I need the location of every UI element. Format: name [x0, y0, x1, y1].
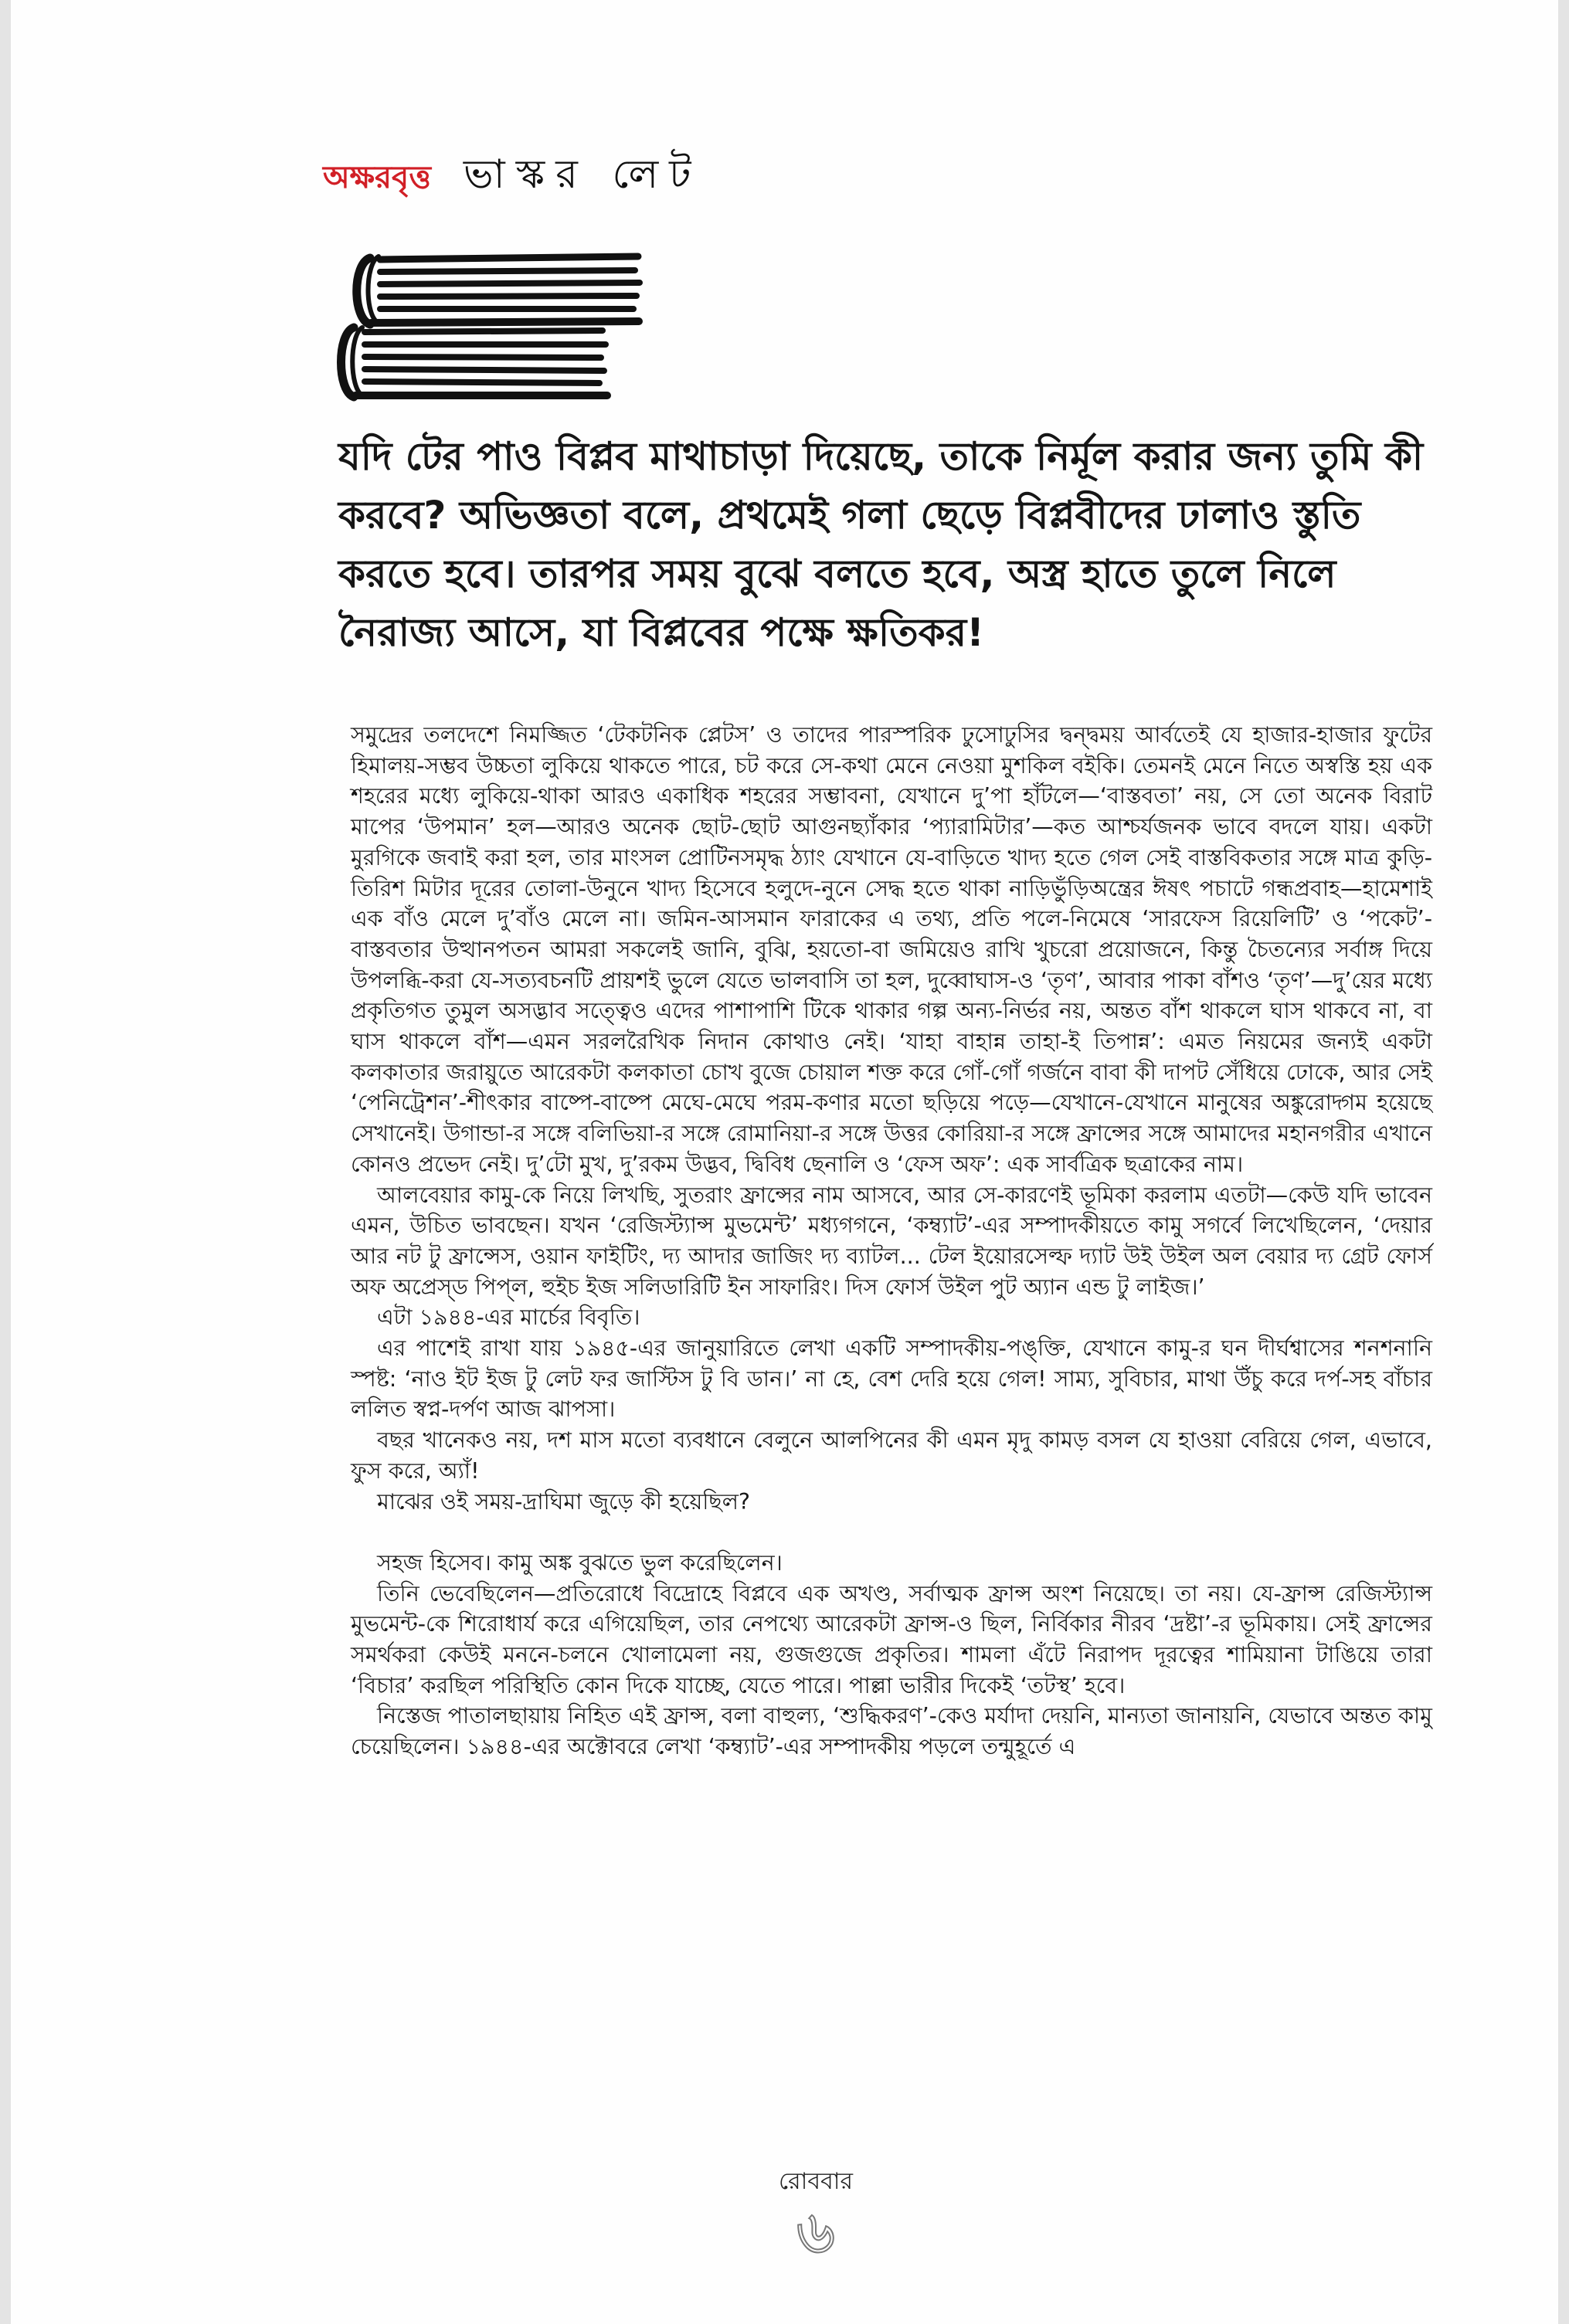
article-body [351, 720, 1432, 1763]
article-header [323, 143, 702, 210]
pull-quote: যদি টের পাও বিপ্লব মাথাচাড়া দিয়েছে, তাকে নির্মূল করার জন্য তুমি কী করবে? অভিজ্ঞতা বলে, প্রথমেই গলা ছেড়ে বিপ্লবীদের ঢালাও স্তুতি করতে হবে। তারপর সময় বুঝে বলতে হবে, অস্ত্র হাতে তুলে নিলে নৈরাজ্য আসে, যা বিপ্লবের পক্ষে ক্ষতিকর! [338, 434, 1424, 655]
magazine-page [11, 0, 1558, 2324]
column-name: অক্ষরবৃত্ত [323, 160, 431, 195]
body-paragraph: সমুদ্রের তলদেশে নিমজ্জিত ‘টেকটনিক প্লেটস’ ও তাদের পারস্পরিক ঢুসোঢুসির দ্বন্দ্বময় আর্বতেই যে হাজার-হাজার ফুটের হিমালয়-সম্ভব উচ্চতা লুকিয়ে থাকতে পারে, চট করে সে-কথা মেনে নেওয়া মুশকিল বইকি। তেমনই মেনে নিতে অস্বস্তি হয় এক শহরের মধ্যে লুকিয়ে-থাকা আরও একাধিক শহরের সম্ভাবনা, যেখানে দু’পা হাঁটলে—‘বাস্তবতা’ নয়, সে তো অনেক বিরাট মাপের ‘উপমান’ হল—আরও অনেক ছোট-ছোট আগুনছ্যাঁকার ‘প্যারামিটার’—কত আশ্চর্যজনক ভাবে বদলে যায়। একটা মুরগিকে জবাই করা হল, তার মাংসল প্রোটিনসমৃদ্ধ ঠ্যাং যেখানে যে-বাড়িতে খাদ্য হতে গেল সেই বাস্তবিকতার সঙ্গে মাত্র কুড়ি-তিরিশ মিটার দূরের তোলা-উনুনে খাদ্য হিসেবে হলুদে-নুনে সেদ্ধ হতে থাকা নাড়িভুঁড়িঅন্ত্রের ঈষৎ পচাটে গন্ধপ্রবাহ—হামেশাই এক বাঁও মেলে দু’বাঁও মেলে না। জমিন-আসমান ফারাকের এ তথ্য, প্রতি পলে-নিমেষে ‘সারফেস রিয়েলিটি’ ও ‘পকেট’-বাস্তবতার উত্থানপতন আমরা সকলেই জানি, বুঝি, হয়তো-বা জমিয়েও রাখি খুচরো প্রয়োজনে, কিন্তু চৈতন্যের সর্বাঙ্গ দিয়ে উপলব্ধি-করা যে-সত্যবচনটি প্রায়শই ভুলে যেতে ভালবাসি তা হল, দুব্বোঘাস-ও ‘তৃণ’, আবার পাকা বাঁশও ‘তৃণ’—দু’য়ের মধ্যে প্রকৃতিগত তুমুল অসদ্ভাব সত্ত্বেও এদের পাশাপাশি টিকে থাকার গল্প অন্য-নির্ভর নয়, অন্তত বাঁশ থাকলে ঘাস থাকবে না, বা ঘাস থাকলে বাঁশ—এমন সরলরৈখিক নিদান কোথাও নেই। ‘যাহা বাহান্ন তাহা-ই তিপান্ন’: এমত নিয়মের জন্যই একটা কলকাতার জরায়ুতে আরেকটা কলকাতা চোখ বুজে চোয়াল শক্ত করে গোঁ-গোঁ গর্জনে বাবা কী দাপট সেঁধিয়ে ঢোকে, আর সেই ‘পেনিট্রেশন’-শীৎকার বাষ্পে-বাষ্পে মেঘে-মেঘে পরম-কণার মতো ছড়িয়ে পড়ে—যেখানে-যেখানে মানুষের অঙ্কুরোদ্গম হয়েছে সেখানেই। উগান্ডা-র সঙ্গে বলিভিয়া-র সঙ্গে রোমানিয়া-র সঙ্গে উত্তর কোরিয়া-র সঙ্গে ফ্রান্সের সঙ্গে আমাদের মহানগরীর এখানে কোনও প্রভেদ নেই। দু’টো মুখ, দু’রকম উদ্ভব, দ্বিবিধ ছেনালি ও ‘ফেস অফ’: এক সার্বত্রিক ছত্রাকের নাম। [351, 722, 1432, 1177]
magazine-name: রোববার [779, 2168, 853, 2195]
author-name: ভাস্কর লেট [463, 151, 702, 198]
body-paragraph: এর পাশেই রাখা যায় ১৯৪৫-এর জানুয়ারিতে লেখা একটি সম্পাদকীয়-পঙ্‌ক্তি, যেখানে কামু-র ঘন দীর্ঘশ্বাসের শনশনানি স্পষ্ট: ‘নাও ইট ইজ টু লেট ফর জাস্টিস টু বি ডান।’ না হে, বেশ দেরি হয়ে গেল! সাম্য, সুবিচার, মাথা উঁচু করে দর্প-সহ বাঁচার ললিত স্বপ্ন-দর্পণ আজ ঝাপসা। [351, 1335, 1432, 1423]
body-paragraph: আলবেয়ার কামু-কে নিয়ে লিখছি, সুতরাং ফ্রান্সের নাম আসবে, আর সে-কারণেই ভূমিকা করলাম এতটা—কেউ যদি ভাবেন এমন, উচিত ভাবছেন। যখন ‘রেজিস্ট্যান্স মুভমেন্ট’ মধ্যগগনে, ‘কম্ব্যাট’-এর সম্পাদকীয়তে কামু সগর্বে লিখেছিলেন, ‘দেয়ার আর নট টু ফ্রান্সেস, ওয়ান ফাইটিং, দ্য আদার জাজিং দ্য ব্যাটল... টেল ইয়োরসেল্ফ দ্যাট উই উইল অল বেয়ার দ্য গ্রেট ফোর্স অফ অপ্রেস্ড পিপ্‌ল, হুইচ ইজ সলিডারিটি ইন সাফারিং। দিস ফোর্স উইল পুট অ্যান এন্ড টু লাইজ।’ [351, 1182, 1433, 1300]
body-paragraph: তিনি ভেবেছিলেন—প্রতিরোধে বিদ্রোহে বিপ্লবে এক অখণ্ড, সর্বাত্মক ফ্রান্স অংশ নিয়েছে। তা নয়। যে-ফ্রান্স রেজিস্ট্যান্স মুভমেন্ট-কে শিরোধার্য করে এগিয়েছিল, তার নেপথ্যে আরেকটা ফ্রান্স-ও ছিল, নির্বিকার নীরব ‘দ্রষ্টা’-র ভূমিকায়। সেই ফ্রান্সের সমর্থকরা কেউই মননে-চলনে খোলামেলা নয়, গুজগুজে প্রকৃতির। শামলা এঁটে নিরাপদ দূরত্বের শামিয়ানা টাঙিয়ে তারা ‘বিচার’ করছিল পরিস্থিতি কোন দিকে যাচ্ছে, যেতে পারে। পাল্লা ভারীর দিকেই ‘তটস্থ’ হবে। [351, 1580, 1432, 1698]
body-paragraph: বছর খানেকও নয়, দশ মাস মতো ব্যবধানে বেলুনে আলপিনের কী এমন মৃদু কামড় বসল যে হাওয়া বেরিয়ে গেল, এভাবে, ফুস করে, অ্যাঁ! [351, 1427, 1432, 1484]
body-paragraph: এটা ১৯৪৪-এর মার্চের বিবৃতি। [377, 1304, 640, 1331]
page-footer [739, 2163, 893, 2268]
body-paragraph: সহজ হিসেব। কামু অঙ্ক বুঝতে ভুল করেছিলেন। [377, 1549, 783, 1576]
body-paragraph: মাঝের ওই সময়-দ্রাঘিমা জুড়ে কী হয়েছিল? [377, 1488, 751, 1515]
page-number: ৬ [796, 2198, 836, 2268]
body-paragraph: নিস্তেজ পাতালছায়ায় নিহিত এই ফ্রান্স, বলা বাহুল্য, ‘শুদ্ধিকরণ’-কেও মর্যাদা দেয়নি, মান্যতা জানায়নি, যেভাবে অন্তত কামু চেয়েছিলেন। ১৯৪৪-এর অক্টোবরে লেখা ‘কম্ব্যাট’-এর সম্পাদকীয় পড়লে তন্মুহূর্তে এ [351, 1703, 1432, 1760]
stacked-books-icon [335, 247, 644, 402]
